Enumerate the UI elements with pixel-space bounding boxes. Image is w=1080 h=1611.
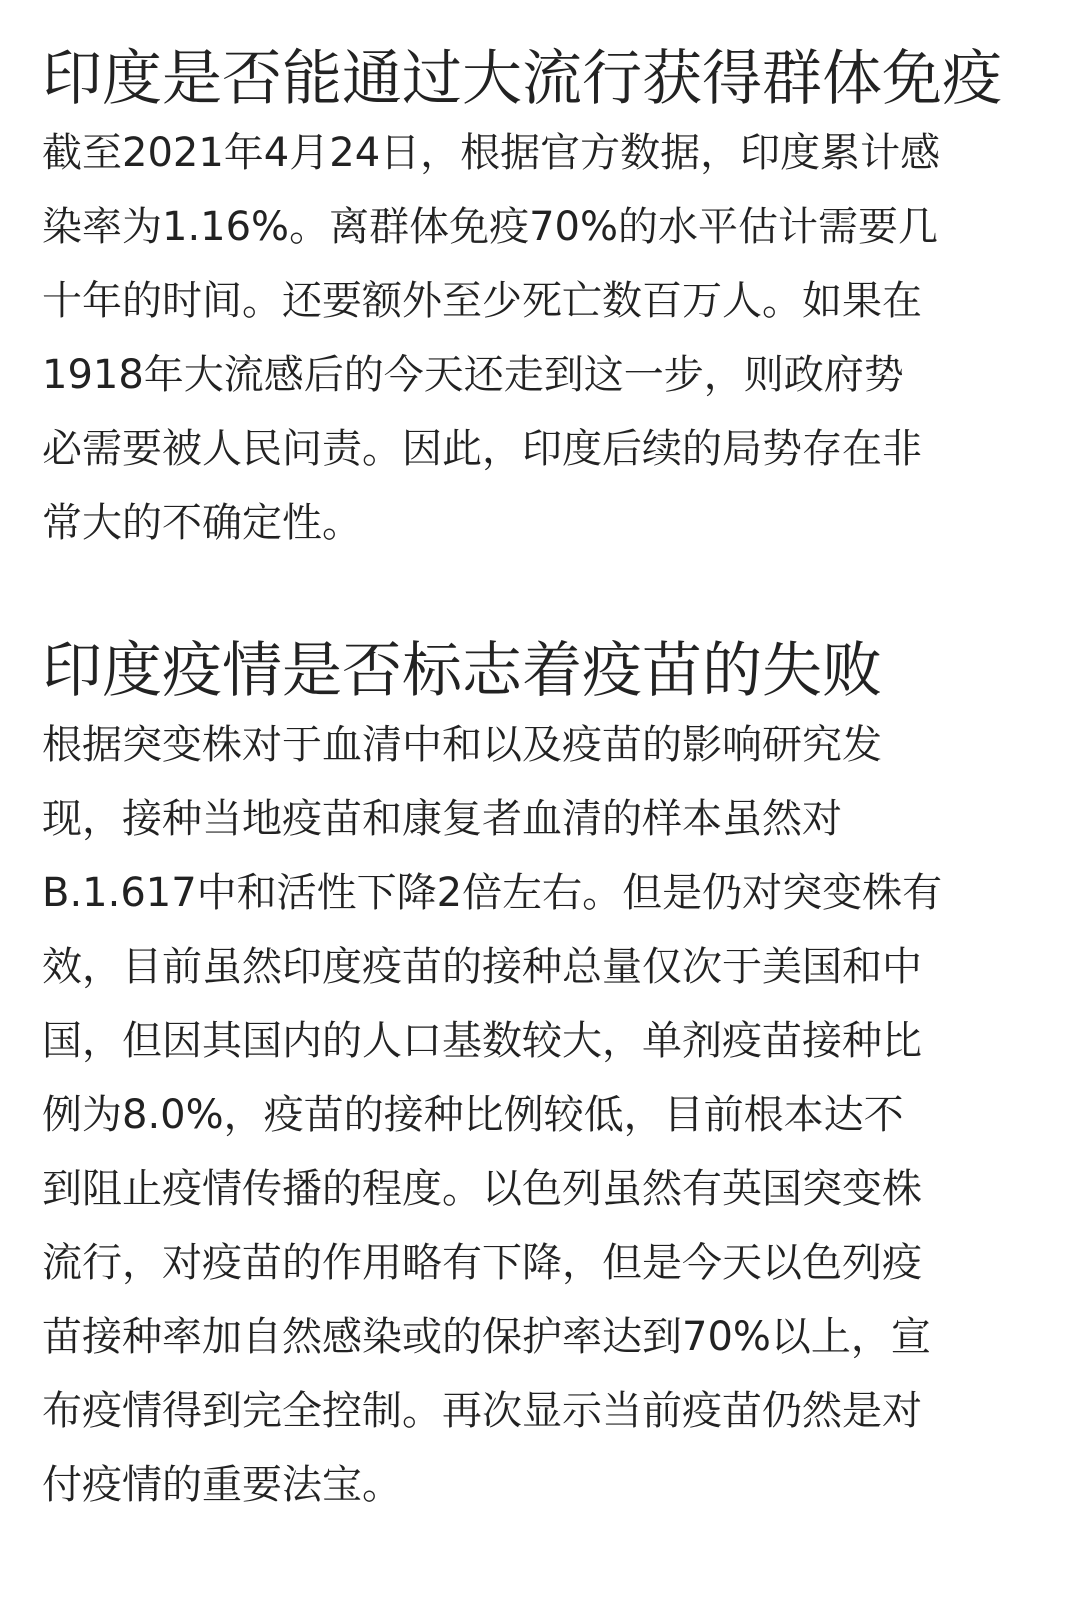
paragraph-line: 布疫情得到完全控制。再次显示当前疫苗仍然是对 <box>42 1388 922 1434</box>
section-heading: 印度疫情是否标志着疫苗的失败 <box>42 636 882 706</box>
paragraph-line: 例为8.0%，疫苗的接种比例较低，目前根本达不 <box>42 1092 904 1138</box>
paragraph-line: 苗接种率加自然感染或的保护率达到70%以上，宣 <box>42 1314 931 1360</box>
paragraph-line: 截至2021年4月24日，根据官方数据，印度累计感 <box>42 130 941 176</box>
paragraph-line: 染率为1.16%。离群体免疫70%的水平估计需要几 <box>42 204 938 250</box>
section-paragraph <box>42 116 1042 560</box>
paragraph-line: 流行，对疫苗的作用略有下降，但是今天以色列疫 <box>42 1240 922 1286</box>
paragraph-line: 国，但因其国内的人口基数较大，单剂疫苗接种比 <box>42 1018 922 1064</box>
section-vaccine-failure <box>42 634 1042 1522</box>
article <box>42 42 1042 1522</box>
paragraph-line: 效，目前虽然印度疫苗的接种总量仅次于美国和中 <box>42 944 922 990</box>
paragraph-line: 到阻止疫情传播的程度。以色列虽然有英国突变株 <box>42 1166 922 1212</box>
section-paragraph <box>42 708 1042 1522</box>
paragraph-line: 常大的不确定性。 <box>42 500 362 546</box>
paragraph-line: 付疫情的重要法宝。 <box>42 1462 402 1508</box>
paragraph-line: 1918年大流感后的今天还走到这一步，则政府势 <box>42 352 904 398</box>
paragraph-line: 十年的时间。还要额外至少死亡数百万人。如果在 <box>42 278 922 324</box>
section-heading: 印度是否能通过大流行获得群体免疫 <box>42 44 1002 114</box>
paragraph-line: B.1.617中和活性下降2倍左右。但是仍对突变株有 <box>42 870 943 916</box>
paragraph-line: 必需要被人民问责。因此，印度后续的局势存在非 <box>42 426 922 472</box>
section-herd-immunity <box>42 42 1042 560</box>
paragraph-line: 根据突变株对于血清中和以及疫苗的影响研究发 <box>42 722 882 768</box>
paragraph-line: 现，接种当地疫苗和康复者血清的样本虽然对 <box>42 796 842 842</box>
